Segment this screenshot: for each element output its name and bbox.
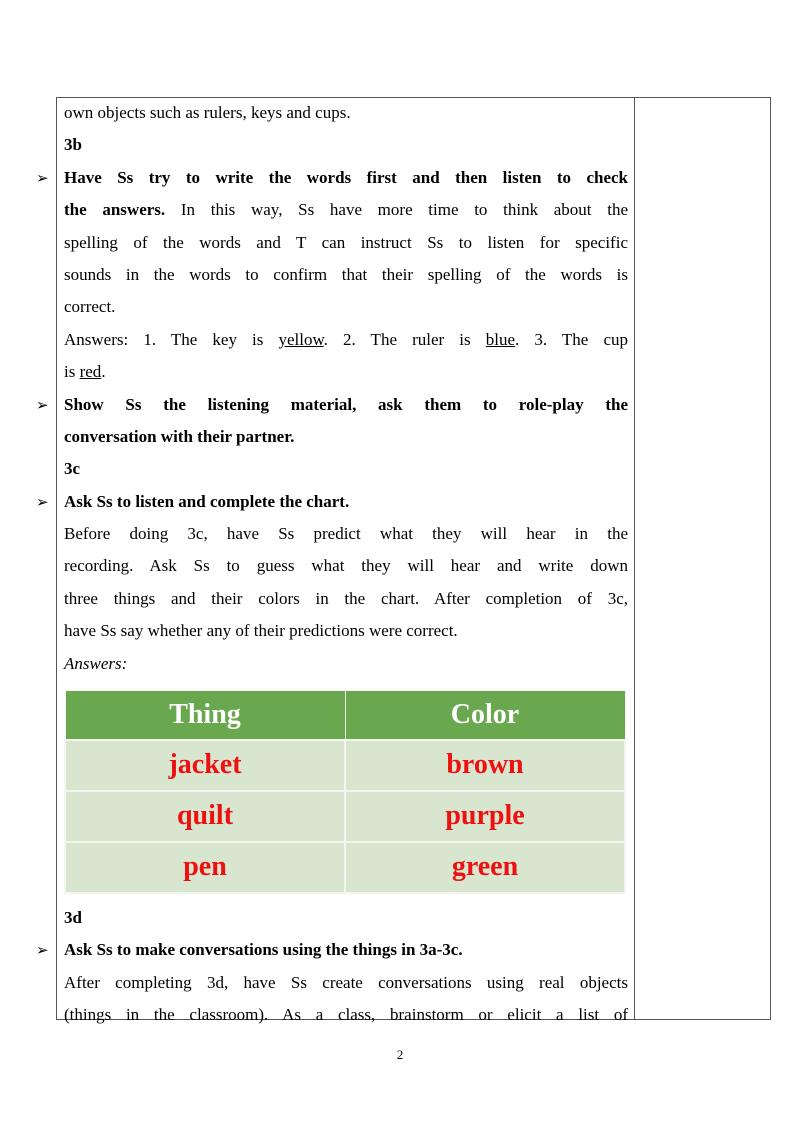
- cell-thing: jacket: [65, 740, 345, 791]
- text-line: [64, 194, 628, 226]
- text-line: conversation with their partner.: [64, 426, 295, 446]
- section-heading-3d: 3d: [64, 908, 82, 928]
- column-divider: [634, 98, 635, 1019]
- bullet-arrow-icon: ➢: [36, 168, 49, 187]
- section-heading-3b: 3b: [64, 135, 82, 155]
- bold-text: the answers.: [64, 200, 166, 220]
- table-row: [65, 791, 625, 842]
- answer-red: red: [79, 362, 102, 382]
- text: In this way, Ss have more time to think about the: [165, 200, 628, 220]
- page-number: 2: [396, 1047, 404, 1062]
- answer-table: [64, 690, 626, 894]
- table-row: [65, 740, 625, 791]
- bullet-arrow-icon: ➢: [36, 941, 49, 960]
- lesson-content: [36, 97, 628, 1032]
- bullet-item: [36, 162, 628, 194]
- header-color: Color: [345, 691, 625, 741]
- bullet-item: [36, 389, 628, 421]
- bullet-text: Ask Ss to listen and complete the chart.: [64, 491, 350, 511]
- text: .: [101, 362, 106, 382]
- section-heading-3c: 3c: [64, 459, 81, 479]
- answer-yellow: yellow: [278, 329, 324, 349]
- answers-line: [64, 324, 628, 356]
- text-line: sounds in the words to confirm that their spelling of the words is: [64, 264, 628, 284]
- text-line: After completing 3d, have Ss create conversations using real objects: [64, 972, 628, 992]
- text: . 2. The ruler is: [323, 329, 486, 349]
- answer-blue: blue: [485, 329, 516, 349]
- text-line: spelling of the words and T can instruct Ss to listen for specific: [64, 232, 628, 252]
- bullet-arrow-icon: ➢: [36, 492, 49, 511]
- text: Answers: 1. The key is: [64, 329, 279, 349]
- table-header-row: [65, 691, 625, 741]
- cell-color: purple: [345, 791, 625, 842]
- text-line: correct.: [64, 297, 116, 317]
- bullet-item: [36, 486, 628, 518]
- text: . 3. The cup: [515, 329, 628, 349]
- text: is: [64, 362, 80, 382]
- cell-color: green: [345, 842, 625, 893]
- bullet-arrow-icon: ➢: [36, 395, 49, 414]
- cell-color: brown: [345, 740, 625, 791]
- bullet-text: Ask Ss to make conversations using the things in 3a-3c.: [64, 940, 463, 960]
- header-thing: Thing: [65, 691, 345, 741]
- cell-thing: pen: [65, 842, 345, 893]
- text-line: recording. Ask Ss to guess what they will hear and write down: [64, 556, 628, 576]
- text-line: (things in the classroom). As a class, brainstorm or elicit a list of: [64, 1005, 628, 1025]
- cell-thing: quilt: [65, 791, 345, 842]
- text-line: Before doing 3c, have Ss predict what they will hear in the: [64, 524, 628, 544]
- bullet-text: Have Ss try to write the words first and then listen to check: [64, 167, 628, 187]
- text-line: three things and their colors in the chart. After completion of 3c,: [64, 588, 628, 608]
- text-line: own objects such as rulers, keys and cups.: [64, 103, 351, 122]
- table-row: [65, 842, 625, 893]
- answers-label: Answers:: [64, 653, 128, 673]
- bullet-item: [36, 934, 628, 966]
- bullet-text: Show Ss the listening material, ask them to role-play the: [64, 394, 628, 414]
- answers-line: [64, 356, 628, 388]
- text-line: have Ss say whether any of their predictions were correct.: [64, 621, 458, 641]
